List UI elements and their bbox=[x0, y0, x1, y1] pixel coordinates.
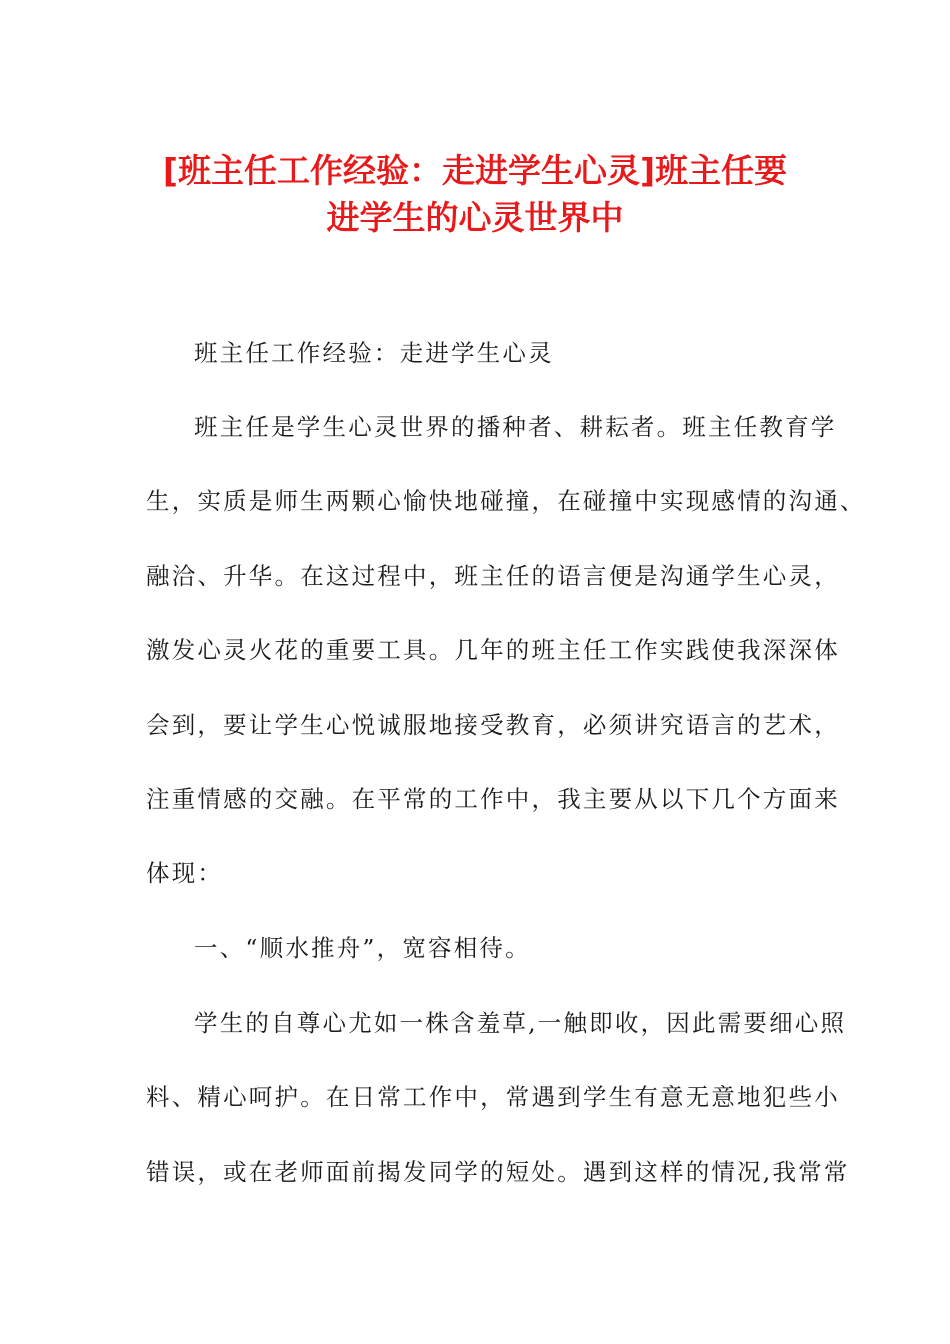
document-title-line-2: 进学生的心灵世界中 bbox=[326, 198, 624, 237]
body-line: 生，实质是师生两颗心愉快地碰撞，在碰撞中实现感情的沟通、 bbox=[146, 487, 866, 515]
body-line: 注重情感的交融。在平常的工作中，我主要从以下几个方面来 bbox=[146, 785, 840, 813]
subtitle-line: 班主任工作经验：走进学生心灵 bbox=[194, 339, 554, 367]
body-line: 错误，或在老师面前揭发同学的短处。遇到这样的情况,我常常 bbox=[146, 1158, 850, 1186]
body-line: 学生的自尊心尤如一株含羞草,一触即收，因此需要细心照 bbox=[194, 1009, 847, 1037]
body-line: 班主任是学生心灵世界的播种者、耕耘者。班主任教育学 bbox=[194, 413, 837, 441]
document-title-line-1: [班主任工作经验：走进学生心灵]班主任要 bbox=[162, 151, 788, 190]
body-line: 会到，要让学生心悦诚服地接受教育，必须讲究语言的艺术， bbox=[146, 711, 840, 739]
body-line: 体现： bbox=[146, 859, 224, 887]
body-line: 料、精心呵护。在日常工作中，常遇到学生有意无意地犯些小 bbox=[146, 1083, 840, 1111]
body-line: 激发心灵火花的重要工具。几年的班主任工作实践使我深深体 bbox=[146, 636, 840, 664]
section-heading: 一、“顺水推舟”，宽容相待。 bbox=[194, 934, 531, 962]
body-line: 融洽、升华。在这过程中，班主任的语言便是沟通学生心灵， bbox=[146, 562, 840, 590]
